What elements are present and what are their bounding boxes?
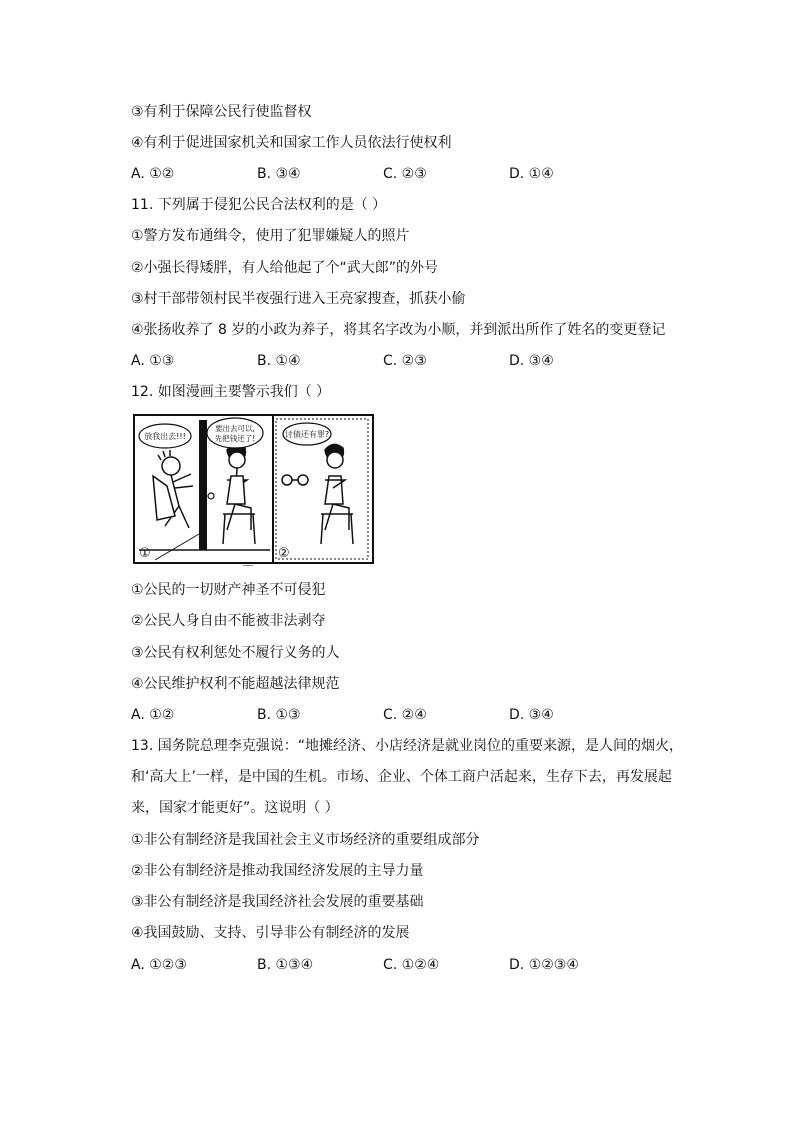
q11-item-2: ②小强长得矮胖，有人给他起了个“武大郎”的外号: [131, 260, 439, 276]
q11-item-4: ④张扬收养了 8 岁的小政为养子，将其名字改为小顺，并到派出所作了姓名的变更登记: [131, 322, 666, 338]
q10-option-d[interactable]: D. ①④: [509, 166, 554, 182]
q13-item-2: ②非公有制经济是推动我国经济发展的主导力量: [131, 863, 424, 879]
q11-option-b[interactable]: B. ①④: [257, 353, 301, 369]
q11-item-3: ③村干部带领村民半夜强行进入王亮家搜查，抓获小偷: [131, 291, 466, 307]
handcuffs-icon: [282, 475, 308, 485]
bubble-3-text: 讨债还有罪?: [284, 430, 330, 439]
q12-item-4: ④公民维护权利不能超越法律规范: [131, 676, 340, 692]
creditor-figure-1: [223, 444, 255, 544]
bubble-2-text-line-2: 先把钱还了!: [214, 434, 256, 443]
q10-option-a[interactable]: A. ①②: [131, 166, 175, 182]
q13-option-b[interactable]: B. ①③④: [257, 957, 314, 973]
panel-2-number: ②: [278, 546, 290, 561]
q13-stem-line-2: 和‘高大上’一样，是中国的生机。市场、企业、个体工商户活起来，生存下去，再发展起: [131, 769, 672, 785]
q13-stem-line-3: 来，国家才能更好”。这说明（ ）: [131, 800, 339, 816]
q11-stem: 11. 下列属于侵犯公民合法权利的是（ ）: [131, 197, 387, 213]
q13-item-4: ④我国鼓励、支持、引导非公有制经济的发展: [131, 925, 410, 941]
q13-item-1: ①非公有制经济是我国社会主义市场经济的重要组成部分: [131, 832, 480, 848]
door-frame: [199, 420, 207, 550]
q10-item-3: ③有利于保障公民行使监督权: [131, 104, 312, 120]
q13-option-c[interactable]: C. ①②④: [383, 957, 440, 973]
q10-option-c[interactable]: C. ②③: [383, 166, 427, 182]
q11-option-c[interactable]: C. ②③: [383, 353, 427, 369]
q12-option-d[interactable]: D. ③④: [509, 707, 554, 723]
q11-option-a[interactable]: A. ①③: [131, 353, 175, 369]
q11-item-1: ①警方发布通缉令，使用了犯罪嫌疑人的照片: [131, 228, 410, 244]
creditor-figure-2: [321, 444, 353, 544]
door-handle: [208, 493, 214, 499]
q12-options: [131, 705, 691, 725]
bubble-1-text: 放我出去!!!: [144, 432, 186, 441]
q11-options: [131, 351, 691, 371]
q13-item-3: ③非公有制经济是我国经济社会发展的重要基础: [131, 894, 424, 910]
panel-1-number: ①: [139, 546, 151, 561]
q13-option-d[interactable]: D. ①②③④: [509, 957, 579, 973]
q13-options: [131, 955, 691, 975]
q13-option-a[interactable]: A. ①②③: [131, 957, 187, 973]
q10-option-b[interactable]: B. ③④: [257, 166, 301, 182]
q10-options: [131, 164, 691, 184]
bubble-2-text-line-1: 要出去可以,: [215, 424, 255, 433]
q12-comic-image: [133, 414, 374, 564]
q12-stem: 12. 如图漫画主要警示我们（ ）: [131, 384, 331, 400]
q12-option-b[interactable]: B. ①③: [257, 707, 301, 723]
trapped-man-figure: [153, 450, 193, 528]
q12-item-1: ①公民的一切财产神圣不可侵犯: [131, 582, 326, 598]
q12-item-3: ③公民有权利惩处不履行义务的人: [131, 645, 340, 661]
q12-option-c[interactable]: C. ②④: [383, 707, 427, 723]
q11-option-d[interactable]: D. ③④: [509, 353, 554, 369]
speech-bubble-2: [207, 418, 263, 448]
q12-option-a[interactable]: A. ①②: [131, 707, 175, 723]
q13-stem-line-1: 13. 国务院总理李克强说：“地摊经济、小店经济是就业岗位的重要来源，是人间的烟火，: [131, 738, 683, 754]
floor-edge: [155, 534, 199, 560]
q10-item-4: ④有利于促进国家机关和国家工作人员依法行使权利: [131, 135, 452, 151]
q12-item-2: ②公民人身自由不能被非法剥夺: [131, 613, 326, 629]
comic-drawing: [135, 416, 372, 562]
comic-caption-mark: [243, 565, 253, 566]
